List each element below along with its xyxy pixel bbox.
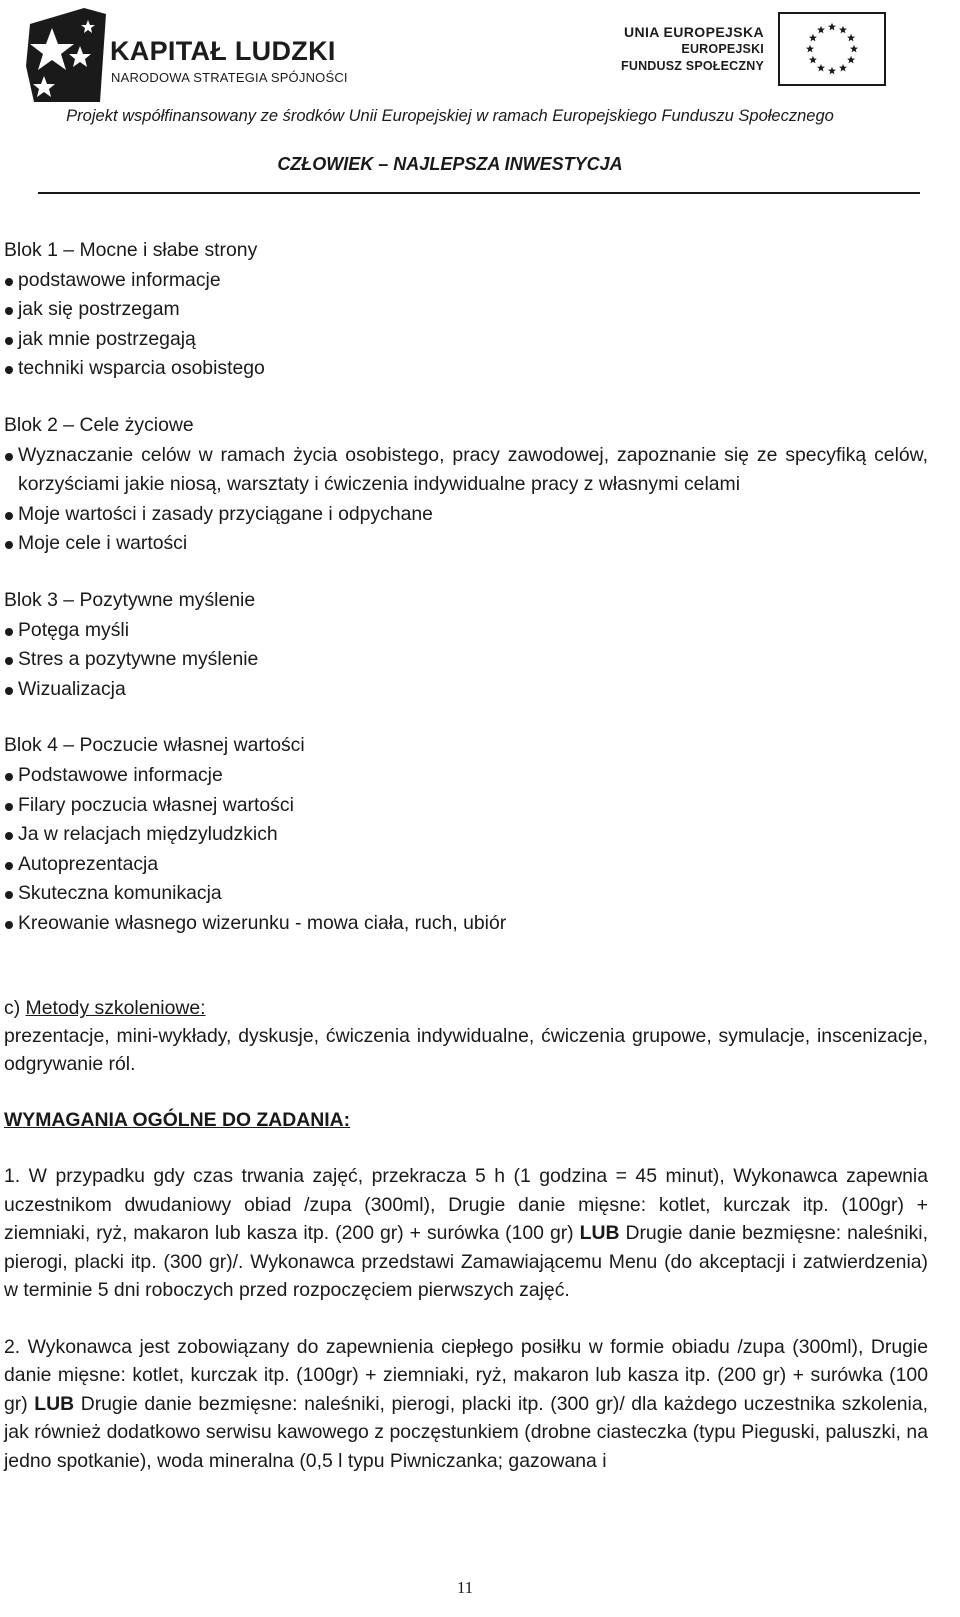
bullet-icon [5, 687, 13, 695]
list-item-text: jak mnie postrzegają [18, 327, 196, 350]
requirement-paragraph-1 [4, 1162, 928, 1305]
list-item [4, 879, 928, 909]
block-item-list [4, 761, 928, 939]
list-item-text: Wizualizacja [18, 677, 126, 700]
document-body [4, 236, 928, 1475]
requirement-2-bold: LUB [34, 1392, 75, 1415]
block-item-list [4, 266, 928, 384]
requirement-2-text-b: Drugie danie bezmięsne: naleśniki, pierogi, placki itp. (300 gr)/ dla każdego uczestnika szkolenia, jak również dodatkowo serwisu kawowego z poczęstunkiem (drobne ciasteczka (typu Pieguski, paluszki, na jedno spotkanie), woda mineralna (0,5 l typu Piwniczanka; gazowana i [4, 1392, 928, 1472]
bullet-icon [5, 278, 13, 286]
bullet-icon [5, 921, 13, 929]
kapital-ludzki-emblem-icon [22, 6, 112, 106]
list-item-text: Potęga myśli [18, 618, 130, 641]
list-item [4, 645, 928, 675]
bullet-icon [5, 657, 13, 665]
bullet-icon [5, 891, 13, 899]
list-item [4, 675, 928, 705]
block-item-list [4, 441, 928, 559]
page-number: 11 [456, 1578, 474, 1597]
logo-title: KAPITAŁ LUDZKI [110, 36, 336, 66]
eu-line-2: EUROPEJSKI [681, 42, 764, 56]
block-title: Blok 3 – Pozytywne myślenie [4, 588, 256, 611]
list-item [4, 791, 928, 821]
eu-text [621, 24, 764, 75]
bullet-icon [5, 628, 13, 636]
block-title: Blok 1 – Mocne i słabe strony [4, 239, 258, 261]
eu-line-3: FUNDUSZ SPOŁECZNY [621, 59, 764, 73]
eu-line-1: UNIA EUROPEJSKA [623, 24, 764, 40]
bullet-icon [5, 366, 13, 374]
list-item-text: Filary poczucia własnej wartości [18, 793, 294, 816]
bullet-icon [5, 773, 13, 781]
list-item [4, 441, 928, 500]
list-item [4, 500, 928, 530]
requirements-title: WYMAGANIA OGÓLNE DO ZADANIA: [4, 1109, 351, 1132]
list-item-text: jak się postrzegam [18, 298, 180, 321]
list-item [4, 295, 928, 325]
list-item-text: Moje wartości i zasady przyciągane i odpychane [18, 502, 433, 525]
bullet-icon [5, 307, 13, 315]
list-item [4, 909, 928, 939]
eu-flag-icon [778, 12, 886, 86]
block-item-list [4, 616, 928, 705]
list-item [4, 616, 928, 646]
list-item-text: Wyznaczanie celów w ramach życia osobistego, pracy zawodowej, zapoznanie się ze specyfiką celów, korzyściami jakie niosą, warsztaty i ćwiczenia indywidualne pracy z własnymi celami [18, 443, 928, 496]
list-item [4, 761, 928, 791]
list-item-text: Stres a pozytywne myślenie [18, 648, 259, 671]
bullet-icon [5, 541, 13, 549]
logo-subtitle: NARODOWA STRATEGIA SPÓJNOŚCI [111, 70, 348, 85]
methods-heading-label: Metody szkoleniowe: [25, 997, 206, 1020]
list-item-text: Autoprezentacja [18, 852, 159, 875]
block-title: Blok 2 – Cele życiowe [4, 413, 194, 436]
requirement-1-bold: LUB [579, 1222, 620, 1245]
block-title: Blok 4 – Poczucie własnej wartości [4, 734, 305, 757]
list-item [4, 266, 928, 296]
list-item-text: Kreowanie własnego wizerunku - mowa ciała, ruch, ubiór [18, 911, 507, 934]
program-block [4, 731, 928, 938]
kapital-ludzki-logo [22, 6, 367, 106]
bullet-icon [5, 862, 13, 870]
program-blocks [4, 236, 928, 938]
list-item [4, 850, 928, 880]
program-block [4, 236, 928, 384]
requirement-1-text-b: Drugie danie bezmięsne: naleśniki, pierogi, placki itp. (300 gr)/. Wykonawca przedstawi Zamawiającemu Menu (do akceptacji i zatwierdzenia) w terminie 5 dni roboczych przed rozpoczęciem pierwszych zajęć. [4, 1222, 928, 1302]
list-item-text: Moje cele i wartości [18, 532, 188, 555]
list-item-text: techniki wsparcia osobistego [18, 357, 265, 380]
program-block [4, 411, 928, 559]
list-item [4, 820, 928, 850]
list-item [4, 354, 928, 384]
header-divider [38, 192, 920, 194]
list-item-text: podstawowe informacje [18, 268, 221, 291]
requirement-1-text-a: 1. W przypadku gdy czas trwania zajęć, przekracza 5 h (1 godzina = 45 minut), Wykonawca zapewnia uczestnikom dwudaniowy obiad /zupa (300ml), Drugie danie mięsne: kotlet, kurczak itp. (100gr) + ziemniaki, ryż, makaron lub kasza itp. (200 gr) + surówka (100 gr) [4, 1165, 928, 1245]
list-item [4, 325, 928, 355]
list-item [4, 529, 928, 559]
methods-heading [4, 994, 928, 1022]
requirement-paragraph-2 [4, 1333, 928, 1476]
list-item-text: Ja w relacjach międzyludzkich [18, 823, 278, 846]
training-methods [4, 994, 928, 1078]
methods-text: prezentacje, mini-wykłady, dyskusje, ćwiczenia indywidualne, ćwiczenia grupowe, symulacje, inscenizacje, odgrywanie ról. [4, 1025, 928, 1076]
motto: CZŁOWIEK – NAJLEPSZA INWESTYCJA [277, 154, 623, 174]
requirement-2-text-a: 2. Wykonawca jest zobowiązany do zapewnienia ciepłego posiłku w formie obiadu /zupa (300ml), Drugie danie mięsne: kotlet, kurczak itp. (100gr) + ziemniaki, ryż, makaron lub kasza itp. (200 gr) + surówka (100 gr) [4, 1335, 928, 1415]
bullet-icon [5, 512, 13, 520]
list-item-text: Skuteczna komunikacja [18, 882, 222, 905]
bullet-icon [5, 337, 13, 345]
list-item-text: Podstawowe informacje [18, 763, 223, 786]
program-block [4, 586, 928, 704]
bullet-icon [5, 453, 13, 461]
bullet-icon [5, 832, 13, 840]
document-header [0, 0, 960, 200]
bullet-icon [5, 803, 13, 811]
project-funding-line: Projekt współfinansowany ze środków Unii Europejskiej w ramach Europejskiego Funduszu Społecznego [66, 107, 834, 125]
methods-prefix: c) [4, 997, 26, 1020]
